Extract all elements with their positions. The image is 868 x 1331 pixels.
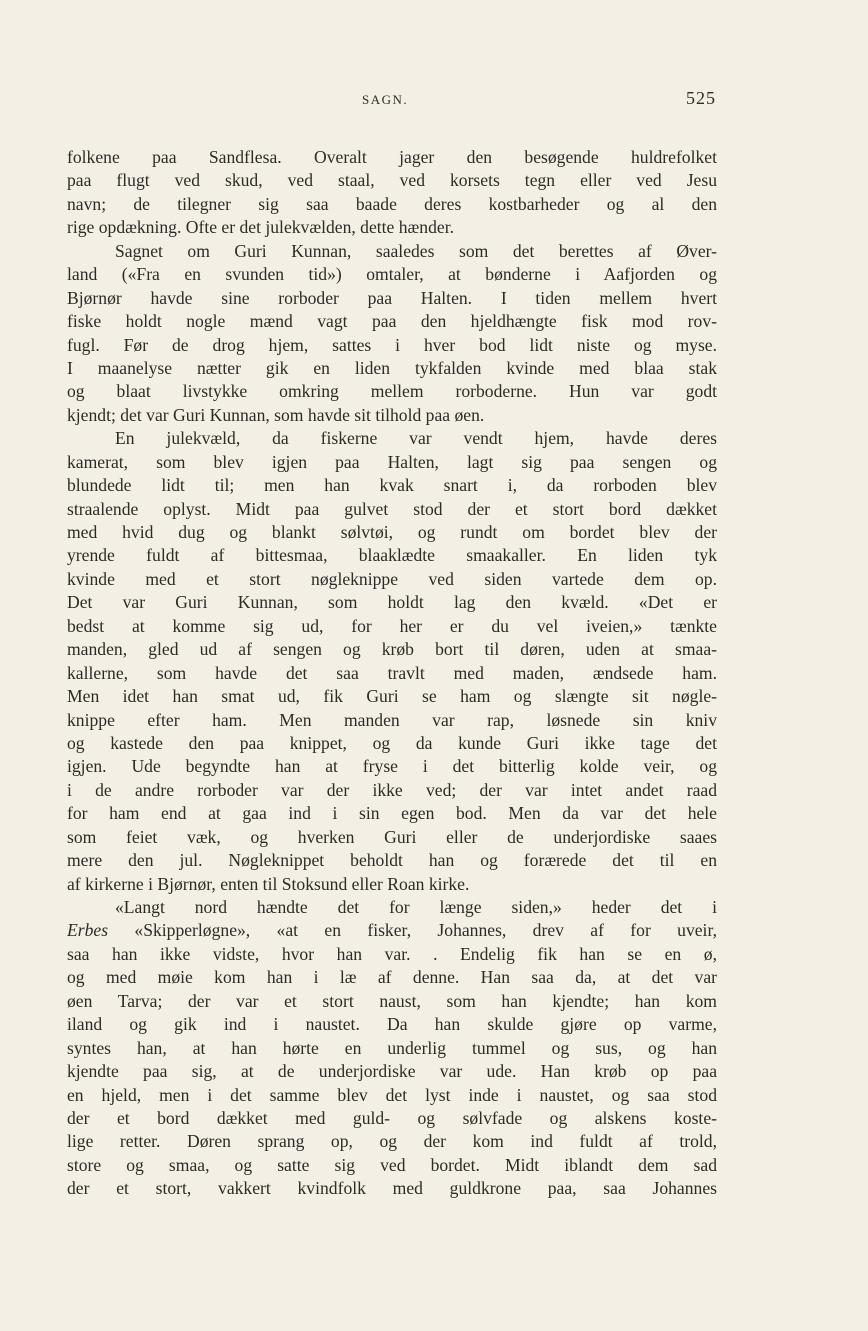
text-line: Sagnet om Guri Kunnan, saaledes som det berettes af Øver- — [115, 240, 717, 261]
text-line: knippe efter ham. Men manden var rap, løsnede sin kniv — [67, 709, 717, 730]
page-header — [0, 88, 868, 118]
text-line: for ham end at gaa ind i sin egen bod. Men da var det hele — [67, 803, 717, 824]
text-line: rige opdækning. Ofte er det julekvælden, dette hænder. — [67, 217, 454, 238]
text-line: øen Tarva; der var et stort naust, som han kjendte; han kom — [67, 990, 717, 1011]
body-text — [67, 146, 717, 1201]
text-line: og blaat livstykke omkring mellem rorboderne. Hun var godt — [67, 381, 717, 402]
text-line: land («Fra en svunden tid») omtaler, at bønderne i Aafjorden og — [67, 264, 717, 285]
text-line: der et bord dækket med guld- og sølvfade og alskens koste- — [67, 1107, 717, 1128]
text-line: fiske holdt nogle mænd vagt paa den hjeldhængte fisk mod rov- — [67, 311, 717, 332]
text-line: bedst at komme sig ud, for her er du vel iveien,» tænkte — [67, 615, 717, 636]
text-line: kjendt; det var Guri Kunnan, som havde sit tilhold paa øen. — [67, 404, 485, 425]
text-line: syntes han, at han hørte en underlig tummel og sus, og han — [67, 1037, 717, 1058]
text-line — [67, 919, 717, 942]
text-line: af kirkerne i Bjørnør, enten til Stoksund eller Roan kirke. — [67, 873, 470, 894]
text-line: En julekvæld, da fiskerne var vendt hjem, havde deres — [115, 428, 717, 449]
text-line: og med møie kom han i læ af denne. Han saa da, at det var — [67, 967, 717, 988]
text-line: store og smaa, og satte sig ved bordet. Midt iblandt dem sad — [67, 1154, 717, 1175]
text-line: kamerat, som blev igjen paa Halten, lagt sig paa sengen og — [67, 451, 717, 472]
text-line: blundede lidt til; men han kvak snart i, da rorboden blev — [67, 475, 717, 496]
text-line: Bjørnør havde sine rorboder paa Halten. I tiden mellem hvert — [67, 287, 717, 308]
text-line: mere den jul. Nøgleknippet beholdt han og forærede det til en — [67, 850, 717, 871]
text-line: straalende oplyst. Midt paa gulvet stod der et stort bord dækket — [67, 498, 717, 519]
text-line: lige retter. Døren sprang op, og der kom ind fuldt af trold, — [67, 1131, 717, 1152]
text-line: saa han ikke vidste, hvor han var. . Endelig fik han se en ø, — [67, 943, 717, 964]
text-line: iland og gik ind i naustet. Da han skulde gjøre op varme, — [67, 1014, 717, 1035]
text-line: Det var Guri Kunnan, som holdt lag den kvæld. «Det er — [67, 592, 717, 613]
text-line: og kastede den paa knippet, og da kunde Guri ikke tage det — [67, 732, 717, 753]
text-line: som feiet væk, og hverken Guri eller de underjordiske saaes — [67, 826, 717, 847]
text-line: «Langt nord hændte det for længe siden,» heder det i — [115, 897, 717, 917]
text-line: igjen. Ude begyndte han at fryse i det bitterlig kolde veir, og — [67, 756, 717, 777]
text-line: kvinde med et stort nøgleknippe ved siden vartede dem op. — [67, 568, 717, 589]
text-line: I maanelyse nætter gik en liden tykfalden kvinde med blaa stak — [67, 357, 717, 378]
text-line: kallerne, som havde det saa travlt med maden, ændsede ham. — [67, 662, 717, 683]
italic-title: Erbes — [67, 920, 109, 941]
running-head: SAGN. — [362, 92, 409, 107]
line-text: «Skipperløgne», «at en fisker, Johannes, drev af for uveir, — [108, 920, 717, 941]
text-line: der et stort, vakkert kvindfolk med guldkrone paa, saa Johannes — [67, 1178, 717, 1199]
text-line: yrende fuldt af bittesmaa, blaaklædte smaakaller. En liden tyk — [67, 545, 717, 566]
text-line: kjendte paa sig, at de underjordiske var ude. Han krøb op paa — [67, 1061, 717, 1082]
text-line: Men idet han smat ud, fik Guri se ham og slængte sit nøgle- — [67, 686, 717, 707]
text-line: med hvid dug og blankt sølvtøi, og rundt om bordet blev der — [67, 522, 717, 542]
text-line: folkene paa Sandflesa. Overalt jager den besøgende huldrefolket — [67, 147, 717, 167]
page-number: 525 — [686, 88, 716, 108]
text-line: manden, gled ud af sengen og krøb bort til døren, uden at smaa- — [67, 639, 717, 660]
text-line: navn; de tilegner sig saa baade deres kostbarheder og al den — [67, 193, 717, 214]
text-line: en hjeld, men i det samme blev det lyst inde i naustet, og saa stod — [67, 1084, 717, 1105]
text-line: paa flugt ved skud, ved staal, ved korsets tegn eller ved Jesu — [67, 170, 717, 191]
text-line: i de andre rorboder var der ikke ved; der var intet andet raad — [67, 779, 717, 800]
text-line: fugl. Før de drog hjem, sattes i hver bod lidt niste og myse. — [67, 334, 717, 355]
